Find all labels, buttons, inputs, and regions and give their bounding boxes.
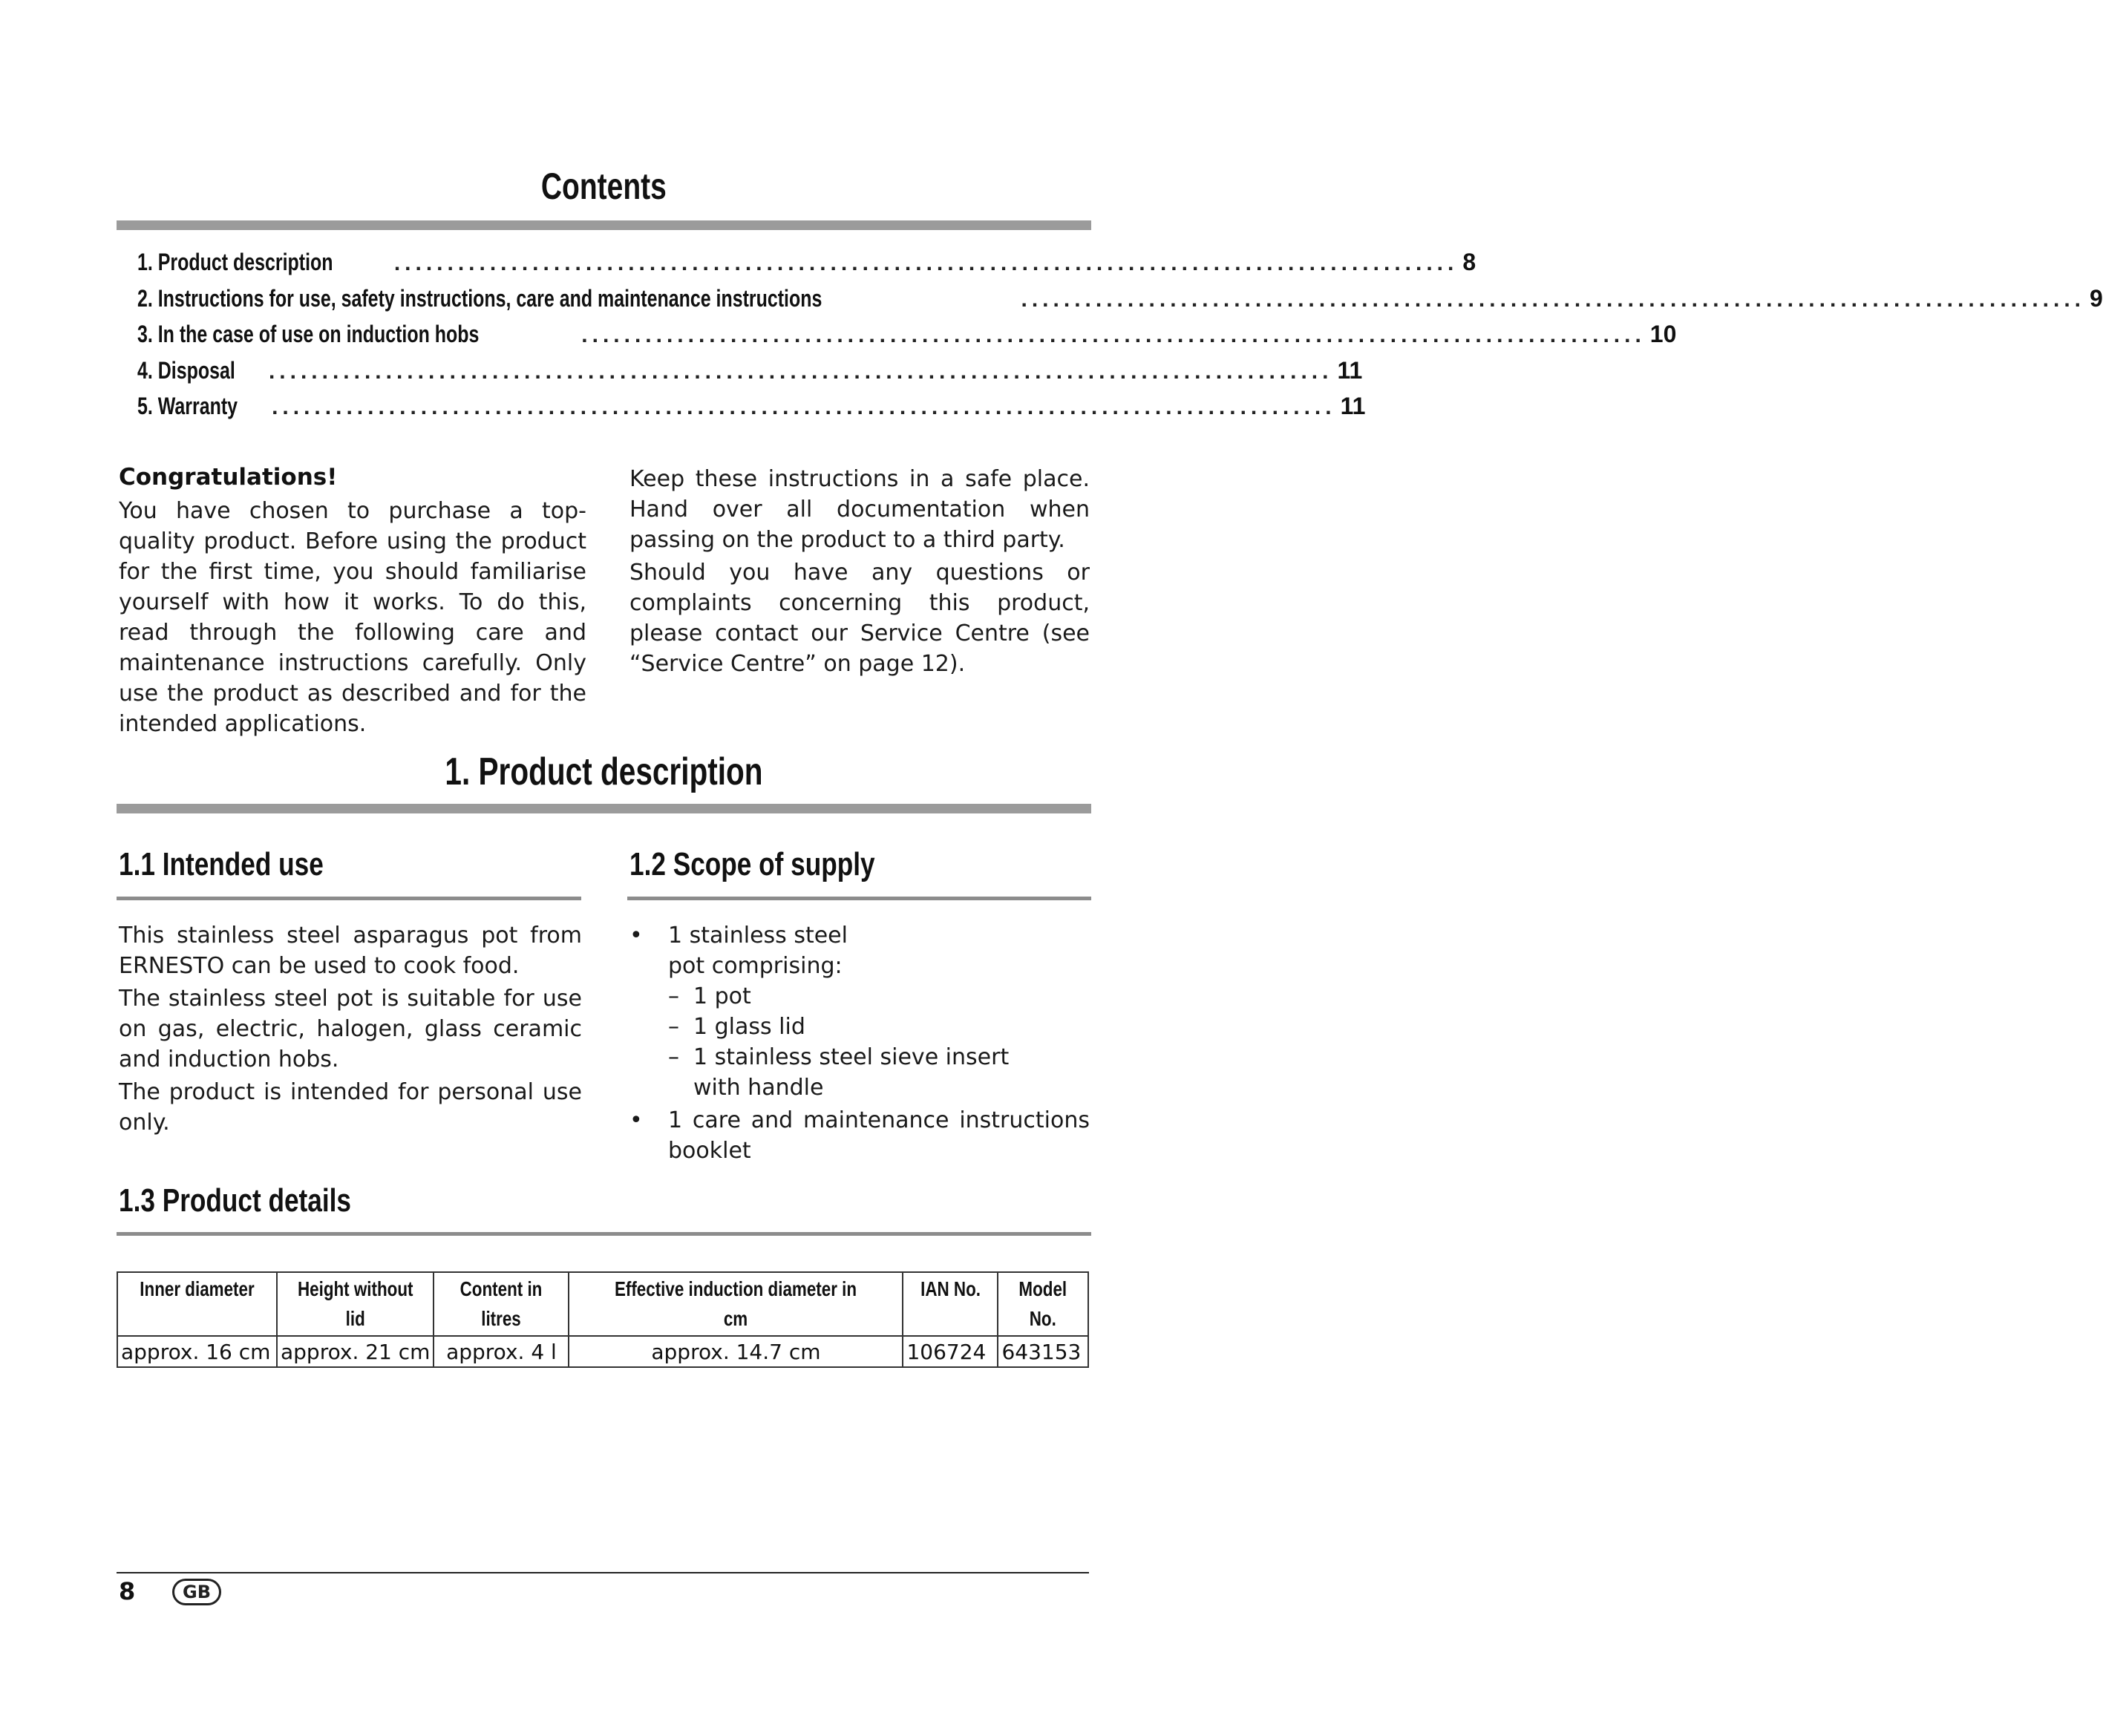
toc-entry[interactable]: 2. Instructions for use, safety instructions, care and maintenance instructions .................................................................................................... 9 — [137, 284, 2103, 312]
product-details-underline — [117, 1232, 1091, 1236]
congratulations-heading: Congratulations! — [119, 464, 338, 491]
toc-entry[interactable]: 1. Product description .................................................................................................... 8 — [137, 249, 1476, 275]
intended-use-underline — [117, 897, 581, 900]
intro-keep-paragraph: Keep these instructions in a safe place. Hand over all documentation when passing on the product to a third party. — [629, 466, 1090, 553]
scope-underline — [627, 897, 1091, 900]
list-item: – 1 pot — [668, 983, 751, 1009]
section-title-product-description: 1. Product description — [445, 750, 763, 793]
intended-use-paragraph: The stainless steel pot is suitable for use on gas, electric, halogen, glass ceramic and induction hobs. — [119, 986, 582, 1072]
list-item: • 1 care and maintenance instructions booklet — [629, 1107, 1090, 1164]
intended-use-heading: 1.1 Intended use — [119, 846, 324, 882]
intended-use-paragraph: This stainless steel asparagus pot from ERNESTO can be used to cook food. — [119, 923, 582, 979]
toc-entry[interactable]: 4. Disposal .................................................................................................... 11 — [137, 356, 1363, 384]
product-details-heading: 1.3 Product details — [119, 1182, 351, 1219]
product-details-table — [117, 1271, 1089, 1368]
column-header: IAN No. — [903, 1272, 998, 1336]
scope-of-supply-heading: 1.2 Scope of supply — [629, 846, 875, 882]
list-item: – 1 stainless steel sieve insert with handle — [668, 1044, 1010, 1101]
section-divider — [117, 804, 1091, 813]
contents-divider — [117, 220, 1091, 230]
toc-entry[interactable]: 3. In the case of use on induction hobs .................................................................................................... 10 — [137, 321, 1677, 347]
footer-rule — [117, 1572, 1089, 1573]
scope-of-supply-list — [629, 920, 1090, 1166]
intended-use-paragraph: The product is intended for personal use only. — [119, 1079, 582, 1136]
intro-service-paragraph: Should you have any questions or complaints concerning this product, please contact our Service Centre (see “Service Centre” on page 12). — [629, 560, 1090, 677]
table-row: approx. 16 cm approx. 21 cm approx. 4 l approx. 14.7 cm 106724 643153 — [117, 1336, 1088, 1367]
list-item: – 1 glass lid — [668, 1014, 805, 1040]
column-header: Height without lid — [277, 1272, 434, 1336]
column-header: Model No. — [998, 1272, 1088, 1336]
column-header: Content in litres — [434, 1272, 569, 1336]
intro-left-paragraph: You have chosen to purchase a top-quality product. Before using the product for the first time, you should familiarise yourself with how it works. To do this, read through the following care and maintenance instructions carefully. Only use the product as described and for the intended applications. — [119, 498, 586, 737]
toc-entry[interactable]: 5. Warranty .................................................................................................... 11 — [137, 393, 1366, 419]
column-header: Inner diameter — [117, 1272, 277, 1336]
contents-title: Contents — [541, 166, 667, 207]
language-badge: GB — [172, 1579, 221, 1605]
column-header: Effective induction diameter in cm — [569, 1272, 903, 1336]
table-header-row — [117, 1272, 1088, 1336]
table-of-contents — [137, 249, 2103, 429]
intended-use-text — [119, 920, 582, 1138]
intro-right-column — [629, 464, 1090, 679]
list-item: • 1 stainless steel pot comprising: – 1 pot – 1 glass lid – 1 stainless steel sieve insert with handle — [629, 920, 1090, 1103]
page-number: 8 — [119, 1577, 136, 1605]
